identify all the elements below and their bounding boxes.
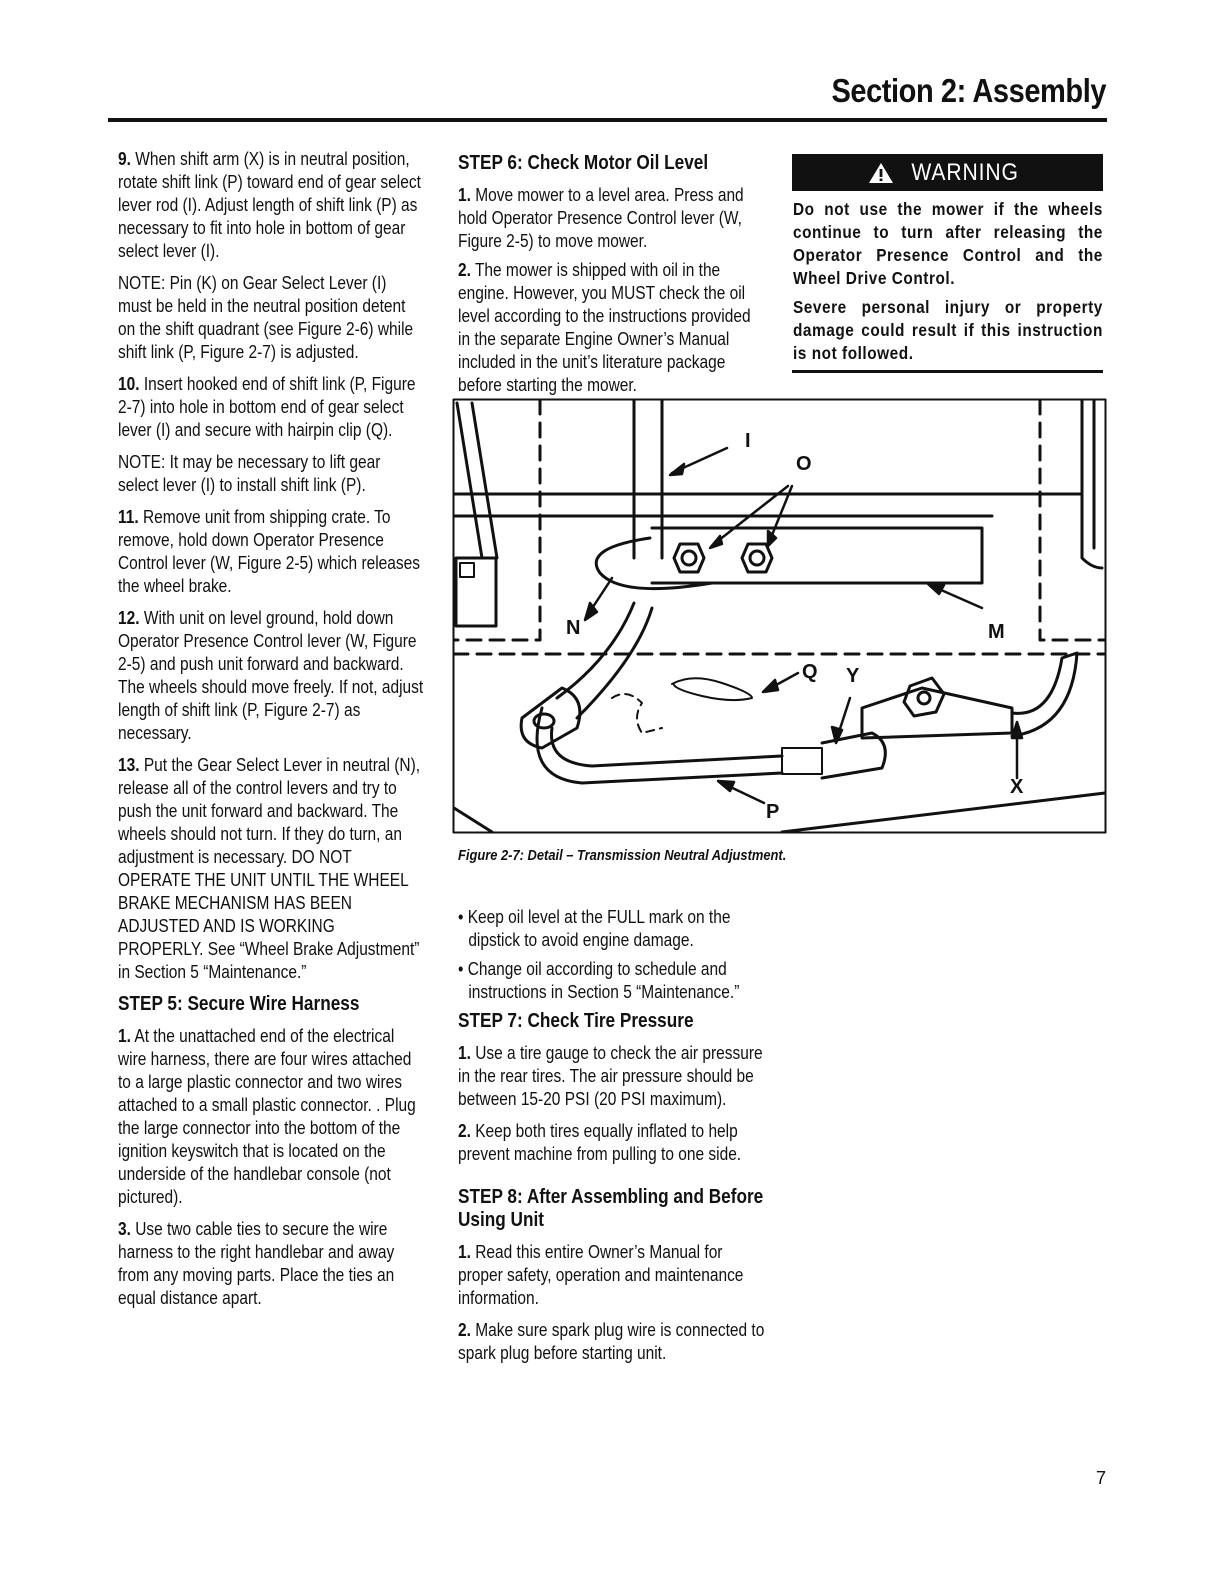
- bolt-right: [742, 544, 772, 572]
- step-7-item-1: [458, 1042, 769, 1111]
- warning-text: [793, 198, 1103, 371]
- clip-path: [612, 694, 662, 733]
- step-8-item-2: [458, 1319, 769, 1365]
- step-7-heading: STEP 7: Check Tire Pressure: [458, 1010, 694, 1032]
- paragraph-text: When shift arm (X) is in neutral position, rotate shift link (P) toward end of gear select lever rod (I). Adjust length of shift link (P) as necessary to fit into hole in bottom of gear select lever (I).: [118, 149, 421, 261]
- figure-frame: [454, 400, 1106, 833]
- frame-plate: [454, 494, 1082, 516]
- base-edge: [454, 793, 1105, 832]
- shift-arm-x: [1012, 653, 1077, 736]
- step-5-item-1: [118, 1025, 423, 1209]
- paragraph-text: Use a tire gauge to check the air pressure in the rear tires. The air pressure should be between 15-20 PSI (20 PSI maximum).: [458, 1043, 763, 1109]
- note-lift-lever: NOTE: It may be necessary to lift gear select lever (I) to install shift link (P).: [118, 452, 381, 495]
- page-number: 7: [1096, 1468, 1107, 1488]
- label-y: Y: [846, 665, 860, 687]
- step-number: 2.: [458, 260, 471, 280]
- step-5-item-3: [118, 1218, 423, 1310]
- step-number: 1.: [458, 1043, 471, 1063]
- connector-tab: [460, 563, 474, 577]
- paragraph-text: Insert hooked end of shift link (P, Figure 2-7) into hole in bottom end of gear select lever (I) and secure with hairpin clip (Q).: [118, 374, 416, 440]
- threaded-section: [782, 748, 822, 774]
- shift-link-end: [822, 733, 885, 778]
- step-7-item-2: [458, 1120, 769, 1166]
- paragraph-text: The mower is shipped with oil in the engine. However, you MUST check the oil level according to the instructions provided in the separate Engine Owner’s Manual included in the unit’s literature package before starting the mower.: [458, 260, 751, 395]
- label-p: P: [766, 801, 780, 823]
- warning-banner: [792, 154, 1103, 191]
- warning-paragraph-2: Severe personal injury or property damage could result if this instruction is not followed.: [793, 297, 1103, 363]
- clevis-pin: [534, 714, 554, 728]
- step-number: 12.: [118, 608, 140, 628]
- step-6-item-2: [458, 259, 764, 397]
- paragraph-12: [118, 607, 423, 745]
- step-number: 2.: [458, 1320, 471, 1340]
- step-number: 3.: [118, 1219, 131, 1239]
- header-divider: [108, 118, 1107, 122]
- paragraph-text: Keep both tires equally inflated to help prevent machine from pulling to one side.: [458, 1121, 742, 1164]
- step-number: 9.: [118, 149, 131, 169]
- left-column: [118, 148, 424, 1319]
- paragraph-text: Read this entire Owner’s Manual for proper safety, operation and maintenance information.: [458, 1242, 744, 1308]
- page-title: Section 2: Assembly: [831, 72, 1106, 109]
- paragraph-text: With unit on level ground, hold down Operator Presence Control lever (W, Figure 2-5) and push unit forward and backward. The wheels should move freely. If not, adjust length of shift link (P, Figure 2-7) as necessary.: [118, 608, 424, 743]
- bullet-change-oil: • Change oil according to schedule and instructions in Section 5 “Maintenance.”: [458, 959, 740, 1002]
- warning-triangle-icon: [868, 162, 894, 184]
- step-number: 13.: [118, 755, 140, 775]
- warning-paragraph-1: Do not use the mower if the wheels continue to turn after releasing the Operator Presence Control and the Wheel Drive Control.: [793, 199, 1103, 288]
- step-number: 2.: [458, 1121, 471, 1141]
- paragraph-text: Put the Gear Select Lever in neutral (N), release all of the control levers and try to push the unit forward and backward. The wheels should not turn. If they do turn, an adjustment is necessary. DO NOT OPERATE THE UNIT UNTIL THE WHEEL BRAKE MECHANISM HAS BEEN ADJUSTED AND IS WORKING PROPERLY. See “Wheel Brake Adjustment” in Section 5 “Maintenance.”: [118, 755, 421, 982]
- paragraph-text: Move mower to a level area. Press and hold Operator Presence Control lever (W, Figure 2-5) to move mower.: [458, 185, 744, 251]
- right-frame-rail: [1082, 400, 1102, 568]
- paragraph-10: [118, 373, 423, 442]
- shift-link-lower: [537, 708, 782, 783]
- paragraph-13: [118, 754, 423, 984]
- step-5-heading: STEP 5: Secure Wire Harness: [118, 993, 360, 1015]
- step-number: 1.: [458, 1242, 471, 1262]
- warning-label: WARNING: [911, 158, 1020, 186]
- step-8-heading: STEP 8: After Assembling and Before Using Unit: [458, 1186, 764, 1231]
- paragraph-11: [118, 506, 423, 598]
- gear-select-lever-rod: [634, 400, 662, 558]
- paragraph-text: Use two cable ties to secure the wire harness to the right handlebar and away from any moving parts. Place the ties an equal distance apart.: [118, 1219, 395, 1308]
- note-pin-k: NOTE: Pin (K) on Gear Select Lever (I) must be held in the neutral position detent on the shift quadrant (see Figure 2-6) while shift link (P, Figure 2-7) is adjusted.: [118, 273, 414, 362]
- figure-caption: Figure 2-7: Detail – Transmission Neutral Adjustment.: [458, 847, 787, 864]
- step-number: 11.: [118, 507, 139, 527]
- label-q: Q: [802, 661, 818, 683]
- step-number: 1.: [118, 1026, 131, 1046]
- shift-arm-nut: [904, 678, 944, 716]
- label-m: M: [988, 621, 1005, 643]
- transmission-neutral-adjustment-diagram: [452, 398, 1107, 834]
- step-number: 1.: [458, 185, 471, 205]
- step-6-item-1: [458, 184, 769, 253]
- step-6-heading: STEP 6: Check Motor Oil Level: [458, 152, 709, 174]
- bullet-oil-level: • Keep oil level at the FULL mark on the dipstick to avoid engine damage.: [458, 907, 731, 950]
- left-frame-rail: [457, 403, 497, 558]
- warning-divider: [792, 370, 1103, 373]
- label-n: N: [566, 617, 581, 639]
- step-8-item-1: [458, 1241, 769, 1310]
- label-o: O: [796, 453, 812, 475]
- label-x: X: [1010, 776, 1024, 798]
- middle-column-lower: [458, 906, 770, 1374]
- paragraph-text: Make sure spark plug wire is connected to spark plug before starting unit.: [458, 1320, 765, 1363]
- step-number: 10.: [118, 374, 140, 394]
- left-connector: [456, 558, 496, 626]
- leader-lines: [585, 448, 1022, 803]
- middle-column: [458, 148, 770, 406]
- hairpin-clip: [672, 678, 752, 700]
- label-i: I: [745, 430, 751, 452]
- bolt-left: [674, 544, 704, 572]
- paragraph-text: At the unattached end of the electrical wire harness, there are four wires attached to a large plastic connector and two wires attached to a small plastic connector. . Plug the large connector into the bottom of the ignition keyswitch that is located on the underside of the handlebar console (not pictured).: [118, 1026, 416, 1207]
- paragraph-9: [118, 148, 423, 263]
- paragraph-text: Remove unit from shipping crate. To remove, hold down Operator Presence Control lever (W, Figure 2-5) which releases the wheel brake.: [118, 507, 420, 596]
